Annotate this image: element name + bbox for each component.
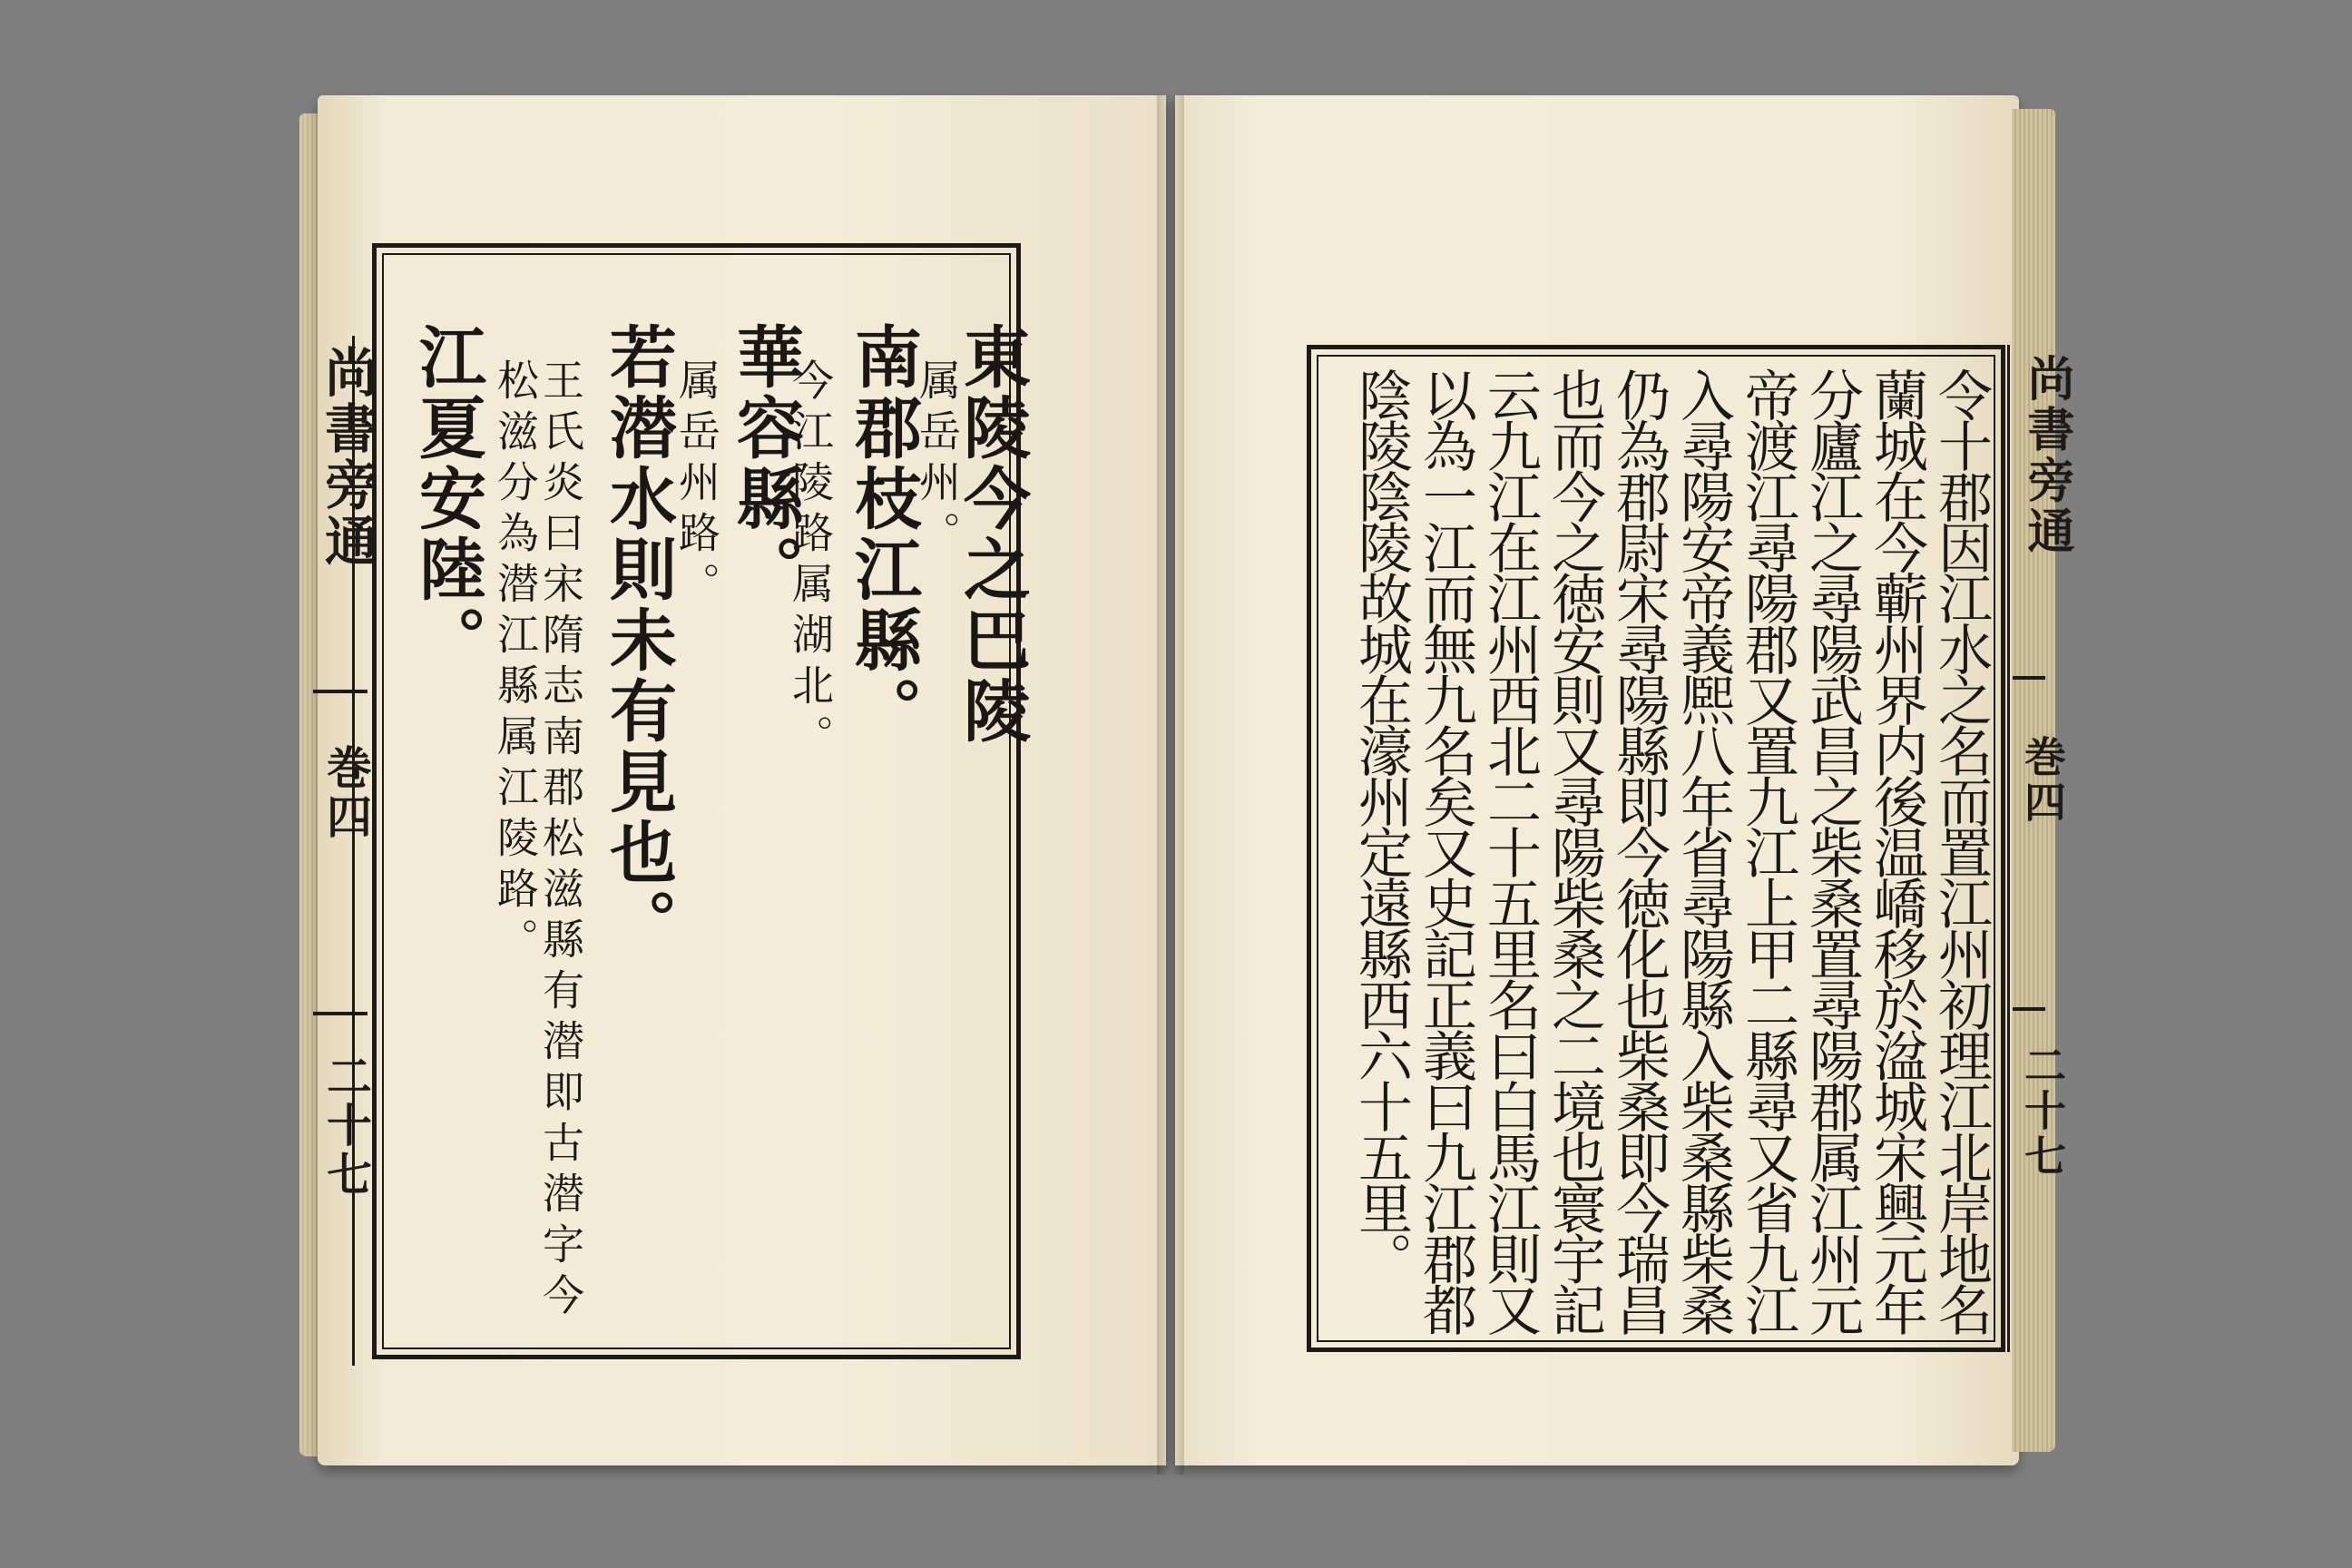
right-column-2: 蘭城在今蘄州界内後温嶠移於湓城宋興元年 [1865, 368, 1928, 1333]
left-column-3: 南郡枝江縣。 [844, 322, 922, 747]
right-column-9: 以為一江而無九名矣又史記正義曰九江郡都 [1414, 368, 1477, 1333]
left-column-4: 今江陵路属湖北。 [786, 358, 835, 765]
left-margin-title: 尚書旁通 [316, 345, 377, 570]
left-column-9: 松滋分為潜江縣属江陵路。 [491, 358, 540, 968]
left-column-8: 王氏炎曰宋隋志南郡松滋縣有潜即古潜字今 [536, 358, 585, 1324]
right-column-4: 帝渡江尋陽郡又置九江上甲二縣尋又省九江 [1736, 368, 1799, 1333]
left-column-5: 華容縣。 [726, 322, 804, 605]
right-column-3: 分廬江之尋陽武昌之柴桑置尋陽郡属江州元 [1800, 368, 1864, 1333]
right-margin-folio: 二十七 [2018, 1044, 2067, 1180]
right-fishtail-bottom [2013, 1007, 2045, 1011]
right-fishtail-top [2013, 676, 2045, 680]
right-column-10: 陰陵陰陵故城在濠州定遠縣西六十五里。 [1349, 368, 1413, 1282]
left-column-6: 属岳州路。 [672, 358, 721, 612]
left-fishtail-top [313, 690, 368, 693]
right-column-8: 云九江在江州西北二十五里名曰白馬江則又 [1478, 368, 1542, 1333]
right-margin-rule [2007, 345, 2010, 1352]
left-column-2: 属岳州。 [913, 358, 962, 562]
left-column-7: 若潜水則未有見也。 [599, 322, 677, 959]
right-margin-volume: 巻四 [2018, 735, 2067, 826]
book-gutter [1157, 95, 1184, 1475]
right-column-7: 也而今之徳安則又尋陽柴桑之二境也寰宇記 [1543, 368, 1606, 1333]
left-fishtail-bottom [313, 1012, 368, 1015]
right-column-5: 入尋陽安帝義熈八年省尋陽縣入柴桑縣柴桑 [1671, 368, 1735, 1333]
right-column-6: 仍為郡尉宋尋陽縣即今徳化也柴桑即今瑞昌 [1607, 368, 1671, 1333]
right-margin-title: 尚書旁通 [2019, 354, 2074, 557]
right-column-1: 令十郡因江水之名而置江州初理江北岸地名 [1929, 368, 1993, 1333]
left-margin-volume: 巻四 [319, 744, 373, 842]
left-column-1: 東陵今之巴陵 [953, 322, 1031, 747]
left-column-10: 江夏安陸。 [408, 322, 486, 676]
left-margin-folio: 二十七 [319, 1053, 373, 1200]
